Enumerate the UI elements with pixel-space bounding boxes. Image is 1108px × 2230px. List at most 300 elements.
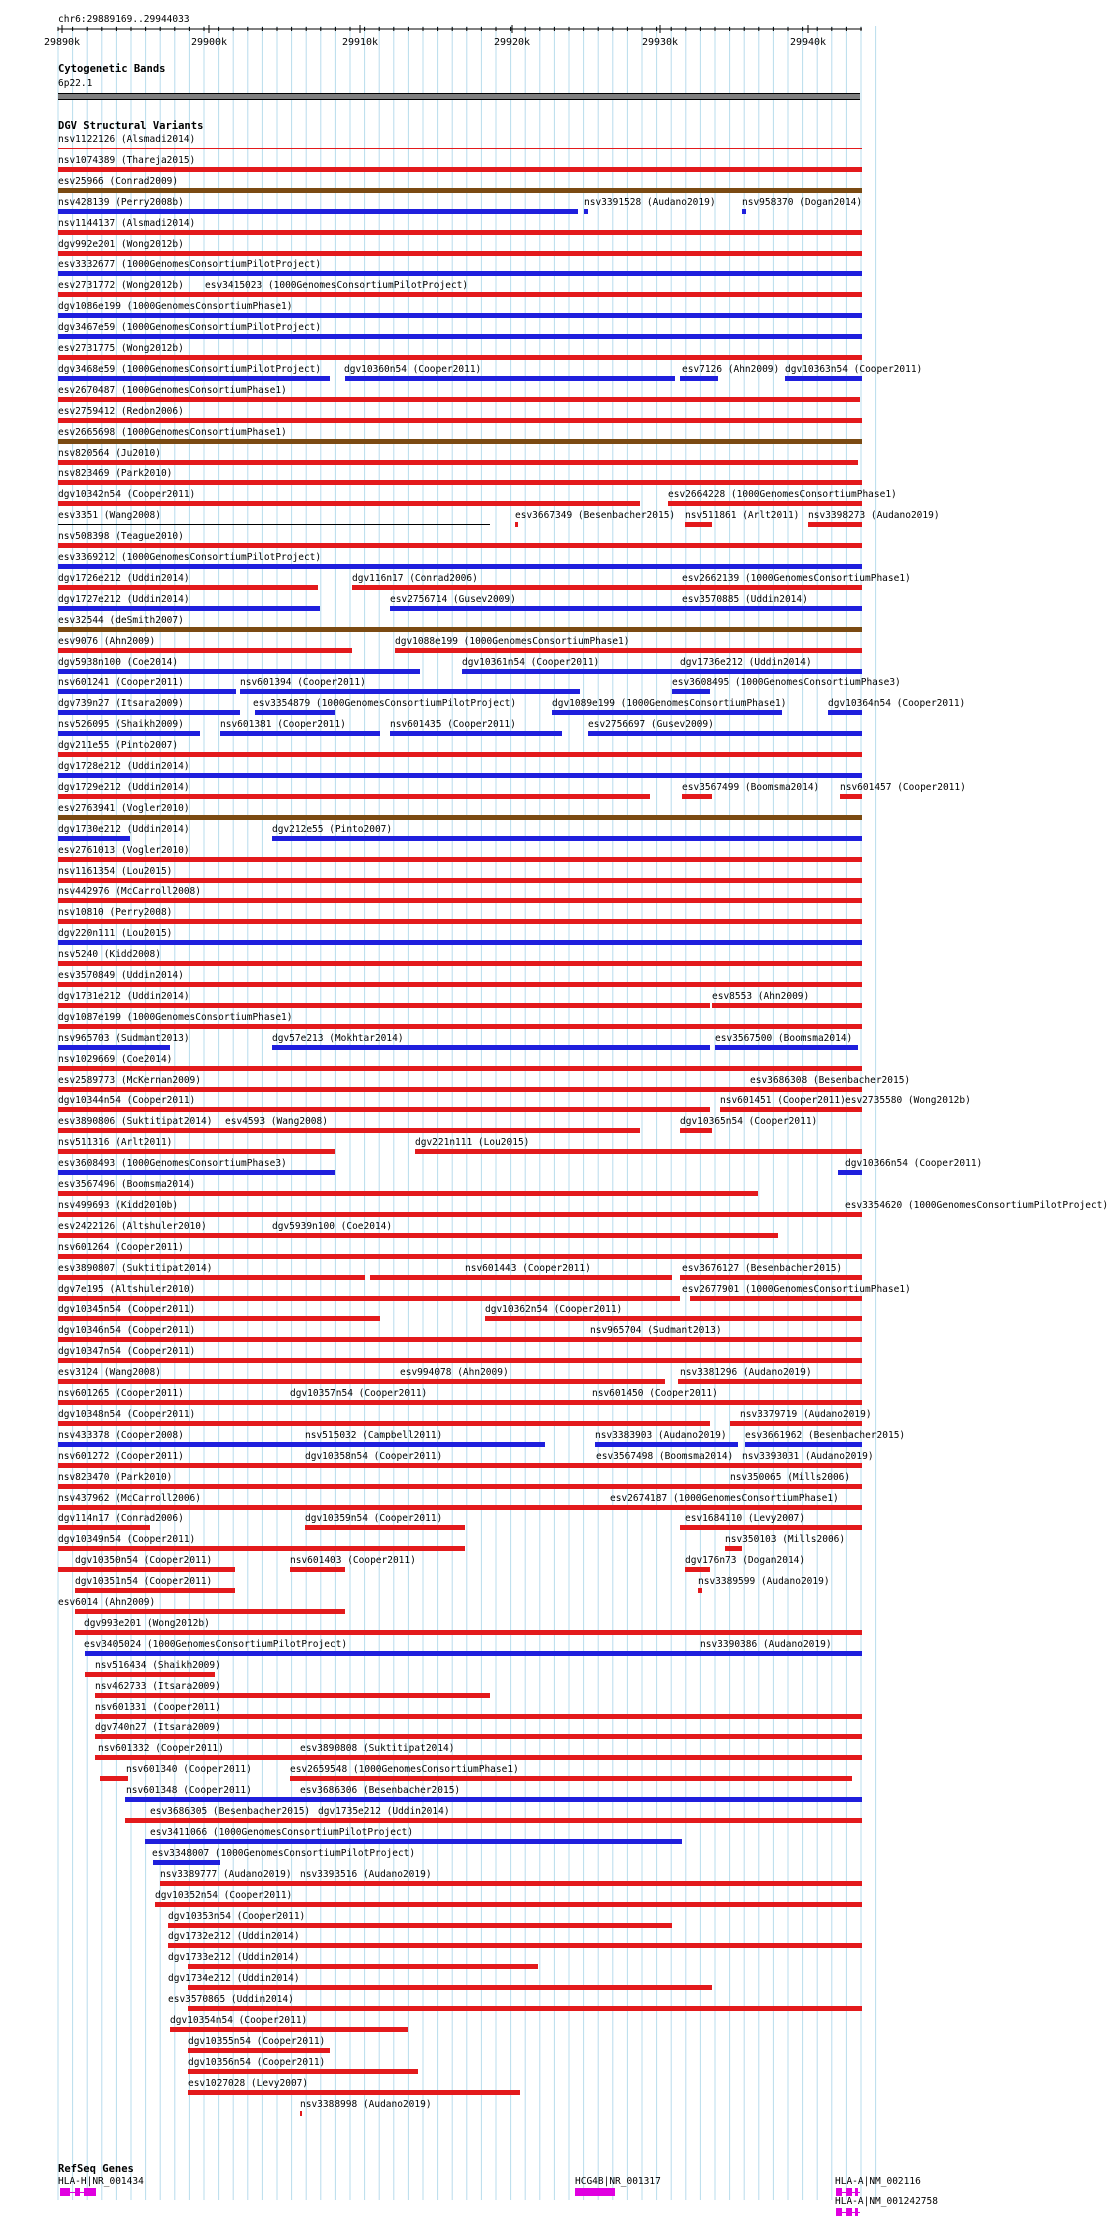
variant-label[interactable]: esv3567496 (Boomsma2014)	[58, 1179, 196, 1190]
gene-exon[interactable]	[855, 2188, 858, 2196]
variant-bar[interactable]	[58, 648, 352, 653]
variant-bar[interactable]	[58, 669, 420, 674]
variant-label[interactable]: dgv10342n54 (Cooper2011)	[58, 489, 196, 501]
variant-label[interactable]: nsv965704 (Sudmant2013)	[590, 1325, 722, 1337]
variant-label[interactable]: dgv739n27 (Itsara2009)	[58, 698, 184, 710]
variant-bar[interactable]	[305, 1442, 545, 1447]
variant-bar[interactable]	[58, 480, 862, 485]
variant-label[interactable]: nsv350065 (Mills2006)	[730, 1471, 851, 1483]
variant-bar[interactable]	[85, 1672, 215, 1677]
variant-bar[interactable]	[58, 1233, 778, 1238]
variant-bar[interactable]	[188, 2048, 330, 2053]
variant-label[interactable]: dgv10349n54 (Cooper2011)	[58, 1534, 196, 1546]
variant-label[interactable]: nsv1074389 (Thareja2015)	[58, 154, 196, 166]
variant-label[interactable]: dgv10362n54 (Cooper2011)	[485, 1304, 623, 1316]
variant-bar[interactable]	[225, 1128, 640, 1133]
variant-label[interactable]: esv3661962 (Besenbacher2015)	[745, 1429, 906, 1441]
gene-exon[interactable]	[84, 2188, 96, 2196]
variant-bar[interactable]	[58, 460, 858, 465]
cyto-band-label[interactable]: 6p22.1	[58, 78, 93, 89]
variant-bar[interactable]	[272, 1045, 710, 1050]
variant-bar[interactable]	[240, 689, 580, 694]
variant-label[interactable]: esv2761013 (Vogler2010)	[58, 844, 190, 856]
variant-bar[interactable]	[58, 1316, 380, 1321]
gene-exon[interactable]	[75, 2188, 80, 2196]
variant-label[interactable]: dgv10347n54 (Cooper2011)	[58, 1346, 196, 1358]
variant-label[interactable]: esv3570885 (Uddin2014)	[682, 593, 808, 605]
variant-label[interactable]: esv3686306 (Besenbacher2015)	[300, 1785, 461, 1797]
variant-bar[interactable]	[58, 1254, 862, 1259]
variant-label[interactable]: nsv515032 (Campbell2011)	[305, 1429, 443, 1441]
coordinate-ruler[interactable]	[0, 0, 890, 60]
variant-label[interactable]: esv2756714 (Gusev2009)	[390, 593, 516, 605]
variant-label[interactable]: esv3890808 (Suktitipat2014)	[300, 1743, 455, 1755]
variant-bar[interactable]	[58, 1107, 710, 1112]
variant-label[interactable]: nsv511316 (Arlt2011)	[58, 1137, 173, 1149]
variant-bar[interactable]	[58, 919, 862, 924]
variant-bar[interactable]	[485, 1316, 862, 1321]
variant-label[interactable]: dgv10365n54 (Cooper2011)	[680, 1116, 818, 1128]
variant-bar[interactable]	[272, 836, 862, 841]
variant-label[interactable]: nsv601265 (Cooper2011)	[58, 1388, 184, 1399]
variant-label[interactable]: nsv3398273 (Audano2019)	[808, 510, 940, 522]
variant-bar[interactable]	[58, 397, 860, 402]
variant-label[interactable]: dgv1733e212 (Uddin2014)	[168, 1952, 300, 1964]
variant-label[interactable]: nsv1161354 (Lou2015)	[58, 865, 173, 877]
variant-label[interactable]: nsv508398 (Teague2010)	[58, 531, 184, 543]
variant-bar[interactable]	[58, 418, 862, 423]
variant-label[interactable]: dgv992e201 (Wong2012b)	[58, 238, 184, 250]
variant-label[interactable]: esv2589773 (McKernan2009)	[58, 1074, 201, 1086]
variant-bar[interactable]	[712, 1003, 862, 1008]
variant-bar[interactable]	[58, 1045, 170, 1050]
variant-bar[interactable]	[58, 1379, 665, 1384]
variant-label[interactable]: esv3890807 (Suktitipat2014)	[58, 1262, 213, 1274]
gene-label[interactable]: HLA-A|NM_002116	[835, 2176, 921, 2187]
gene-exon[interactable]	[836, 2188, 842, 2196]
variant-label[interactable]: nsv601435 (Cooper2011)	[390, 719, 516, 731]
variant-label[interactable]: esv3354879 (1000GenomesConsortiumPilotProject)	[253, 698, 517, 710]
variant-label[interactable]: dgv176n73 (Dogan2014)	[685, 1555, 806, 1567]
variant-bar[interactable]	[58, 1567, 235, 1572]
gene-exon[interactable]	[846, 2188, 852, 2196]
variant-label[interactable]: esv4593 (Wang2008)	[225, 1116, 328, 1128]
variant-bar[interactable]	[700, 1651, 702, 1656]
variant-label[interactable]: nsv601241 (Cooper2011)	[58, 677, 184, 689]
variant-bar[interactable]	[95, 1734, 862, 1739]
variant-bar[interactable]	[682, 794, 712, 799]
variant-label[interactable]: esv25966 (Conrad2009)	[58, 175, 179, 187]
variant-label[interactable]: dgv1727e212 (Uddin2014)	[58, 593, 190, 605]
variant-label[interactable]: esv3570849 (Uddin2014)	[58, 970, 184, 981]
variant-bar[interactable]	[290, 1776, 852, 1781]
gene-label[interactable]: HCG4B|NR_001317	[575, 2176, 661, 2187]
variant-label[interactable]: dgv10360n54 (Cooper2011)	[344, 363, 482, 375]
variant-label[interactable]: esv2659548 (1000GenomesConsortiumPhase1)	[290, 1764, 519, 1776]
variant-label[interactable]: esv3667349 (Besenbacher2015)	[515, 510, 676, 522]
variant-label[interactable]: nsv437962 (McCarroll2006)	[58, 1492, 201, 1504]
variant-label[interactable]: nsv428139 (Perry2008b)	[58, 196, 184, 208]
variant-label[interactable]: dgv10354n54 (Cooper2011)	[170, 2015, 308, 2026]
gene-label[interactable]: HLA-A|NM_001242758	[835, 2196, 938, 2207]
variant-bar[interactable]	[840, 794, 862, 799]
variant-bar[interactable]	[58, 731, 200, 736]
variant-bar[interactable]	[168, 1943, 862, 1948]
gene-exon[interactable]	[836, 2208, 842, 2216]
variant-bar[interactable]	[345, 376, 675, 381]
variant-label[interactable]: dgv10346n54 (Cooper2011)	[58, 1325, 196, 1337]
variant-bar[interactable]	[58, 313, 862, 318]
gene-exon[interactable]	[60, 2188, 70, 2196]
variant-bar[interactable]	[58, 271, 862, 276]
variant-bar[interactable]	[168, 1923, 672, 1928]
variant-label[interactable]: dgv3467e59 (1000GenomesConsortiumPilotProject)	[58, 322, 322, 334]
variant-bar[interactable]	[153, 1860, 220, 1865]
variant-bar[interactable]	[85, 1651, 862, 1656]
variant-label[interactable]: nsv1144137 (Alsmadi2014)	[58, 217, 196, 229]
variant-label[interactable]: nsv823469 (Park2010)	[58, 468, 173, 480]
variant-bar[interactable]	[58, 898, 862, 903]
variant-label[interactable]: esv3348007 (1000GenomesConsortiumPilotProject)	[152, 1847, 416, 1859]
variant-label[interactable]: esv3332677 (1000GenomesConsortiumPilotProject)	[58, 259, 322, 271]
variant-bar[interactable]	[300, 1797, 862, 1802]
variant-bar[interactable]	[552, 710, 782, 715]
variant-label[interactable]: nsv601331 (Cooper2011)	[95, 1701, 221, 1713]
variant-bar[interactable]	[58, 1505, 620, 1510]
variant-bar[interactable]	[188, 1985, 712, 1990]
variant-label[interactable]: nsv601340 (Cooper2011)	[126, 1764, 252, 1776]
variant-bar[interactable]	[584, 209, 588, 214]
variant-label[interactable]: esv3567499 (Boomsma2014)	[682, 781, 820, 793]
variant-label[interactable]: nsv3379719 (Audano2019)	[740, 1408, 872, 1420]
variant-label[interactable]: nsv1029669 (Coe2014)	[58, 1053, 173, 1065]
variant-bar[interactable]	[680, 1128, 712, 1133]
variant-bar[interactable]	[188, 1964, 538, 1969]
variant-bar[interactable]	[680, 376, 718, 381]
variant-label[interactable]: nsv820564 (Ju2010)	[58, 447, 161, 459]
variant-bar[interactable]	[58, 1024, 862, 1029]
variant-label[interactable]: esv2731775 (Wong2012b)	[58, 343, 184, 354]
variant-bar[interactable]	[58, 627, 862, 632]
variant-bar[interactable]	[155, 1902, 862, 1907]
variant-label[interactable]: esv3124 (Wang2008)	[58, 1367, 161, 1379]
variant-bar[interactable]	[58, 1442, 305, 1447]
variant-label[interactable]: esv3608495 (1000GenomesConsortiumPhase3)	[672, 677, 901, 689]
variant-label[interactable]: esv3686305 (Besenbacher2015)	[150, 1806, 311, 1817]
variant-bar[interactable]	[58, 188, 862, 193]
variant-bar[interactable]	[58, 543, 862, 548]
variant-bar[interactable]	[590, 1400, 862, 1405]
variant-bar[interactable]	[58, 376, 330, 381]
variant-bar[interactable]	[58, 230, 862, 235]
variant-label[interactable]: nsv3388998 (Audano2019)	[300, 2098, 432, 2110]
variant-bar[interactable]	[58, 1087, 765, 1092]
variant-label[interactable]: nsv350103 (Mills2006)	[725, 1534, 846, 1546]
variant-label[interactable]: esv1027028 (Levy2007)	[188, 2077, 309, 2089]
variant-label[interactable]: esv2674187 (1000GenomesConsortiumPhase1)	[610, 1492, 839, 1504]
variant-bar[interactable]	[680, 1525, 862, 1530]
variant-bar[interactable]	[725, 1546, 742, 1551]
variant-label[interactable]: dgv211e55 (Pinto2007)	[58, 740, 179, 752]
variant-label[interactable]: nsv3393031 (Audano2019)	[742, 1450, 874, 1462]
variant-label[interactable]: nsv601381 (Cooper2011)	[220, 719, 346, 731]
variant-label[interactable]: nsv3389599 (Audano2019)	[698, 1576, 830, 1588]
variant-label[interactable]: nsv3389777 (Audano2019)	[160, 1868, 292, 1880]
variant-label[interactable]: dgv220n111 (Lou2015)	[58, 928, 173, 940]
variant-label[interactable]: nsv1122126 (Alsmadi2014)	[58, 134, 196, 145]
variant-label[interactable]: dgv10344n54 (Cooper2011)	[58, 1095, 196, 1107]
variant-label[interactable]: dgv1088e199 (1000GenomesConsortiumPhase1)	[395, 635, 630, 647]
variant-bar[interactable]	[390, 606, 862, 611]
variant-label[interactable]: esv2759412 (Redon2006)	[58, 405, 184, 417]
variant-label[interactable]: dgv1089e199 (1000GenomesConsortiumPhase1)	[552, 698, 787, 710]
variant-bar[interactable]	[672, 689, 710, 694]
variant-bar[interactable]	[58, 961, 862, 966]
variant-bar[interactable]	[58, 1066, 862, 1071]
variant-label[interactable]: nsv601264 (Cooper2011)	[58, 1241, 184, 1253]
variant-label[interactable]: nsv823470 (Park2010)	[58, 1471, 173, 1483]
variant-bar[interactable]	[462, 669, 680, 674]
variant-label[interactable]: dgv1731e212 (Uddin2014)	[58, 990, 190, 1002]
variant-label[interactable]: esv3567498 (Boomsma2014)	[596, 1450, 734, 1462]
variant-bar[interactable]	[320, 1818, 685, 1823]
variant-bar[interactable]	[58, 251, 862, 256]
variant-label[interactable]: esv2756697 (Gusev2009)	[588, 719, 714, 731]
variant-label[interactable]: nsv442976 (McCarroll2008)	[58, 886, 201, 898]
variant-bar[interactable]	[58, 794, 650, 799]
variant-bar[interactable]	[685, 522, 712, 527]
variant-bar[interactable]	[58, 1525, 150, 1530]
variant-label[interactable]: dgv10361n54 (Cooper2011)	[462, 656, 600, 668]
variant-label[interactable]: dgv10359n54 (Cooper2011)	[305, 1513, 443, 1525]
variant-label[interactable]: nsv965703 (Sudmant2013)	[58, 1032, 190, 1044]
variant-bar[interactable]	[200, 292, 862, 297]
variant-label[interactable]: esv2677901 (1000GenomesConsortiumPhase1)	[682, 1283, 911, 1295]
variant-bar[interactable]	[305, 1463, 555, 1468]
variant-label[interactable]: nsv3383903 (Audano2019)	[595, 1429, 727, 1441]
variant-bar[interactable]	[58, 439, 862, 444]
variant-bar[interactable]	[58, 878, 862, 883]
variant-bar[interactable]	[595, 1442, 738, 1447]
variant-bar[interactable]	[95, 1693, 490, 1698]
variant-bar[interactable]	[58, 524, 490, 525]
variant-bar[interactable]	[58, 355, 862, 360]
variant-bar[interactable]	[188, 2090, 520, 2095]
variant-label[interactable]: dgv1730e212 (Uddin2014)	[58, 823, 190, 835]
gene-label[interactable]: HLA-H|NR_001434	[58, 2176, 144, 2187]
variant-bar[interactable]	[742, 1463, 862, 1468]
variant-label[interactable]: dgv740n27 (Itsara2009)	[95, 1722, 221, 1734]
variant-label[interactable]: esv6014 (Ahn2009)	[58, 1597, 156, 1608]
variant-bar[interactable]	[668, 501, 862, 506]
variant-bar[interactable]	[290, 1400, 565, 1405]
variant-label[interactable]: nsv511861 (Arlt2011)	[685, 510, 800, 522]
variant-bar[interactable]	[680, 669, 862, 674]
variant-bar[interactable]	[58, 1546, 465, 1551]
variant-label[interactable]: dgv7e195 (Altshuler2010)	[58, 1283, 196, 1295]
variant-bar[interactable]	[685, 1567, 710, 1572]
variant-label[interactable]: dgv10355n54 (Cooper2011)	[188, 2035, 326, 2047]
variant-bar[interactable]	[750, 1087, 862, 1092]
variant-label[interactable]: esv3686308 (Besenbacher2015)	[750, 1074, 911, 1086]
variant-label[interactable]: nsv601443 (Cooper2011)	[465, 1262, 591, 1274]
variant-label[interactable]: esv3567500 (Boomsma2014)	[715, 1032, 853, 1044]
variant-label[interactable]: dgv10352n54 (Cooper2011)	[155, 1889, 293, 1901]
variant-bar[interactable]	[58, 752, 862, 757]
variant-bar[interactable]	[612, 1505, 862, 1510]
variant-label[interactable]: esv7126 (Ahn2009)	[682, 363, 780, 375]
variant-label[interactable]: dgv116n17 (Conrad2006)	[352, 572, 478, 584]
variant-bar[interactable]	[58, 689, 236, 694]
variant-label[interactable]: esv1684110 (Levy2007)	[685, 1513, 806, 1525]
variant-bar[interactable]	[58, 773, 862, 778]
variant-label[interactable]: dgv5939n100 (Coe2014)	[272, 1220, 393, 1232]
variant-label[interactable]: dgv1086e199 (1000GenomesConsortiumPhase1)	[58, 301, 293, 313]
variant-bar[interactable]	[160, 1881, 862, 1886]
gene-exon[interactable]	[846, 2208, 852, 2216]
variant-bar[interactable]	[58, 940, 862, 945]
variant-label[interactable]: esv32544 (deSmith2007)	[58, 614, 184, 626]
variant-label[interactable]: nsv499693 (Kidd2010b)	[58, 1199, 179, 1211]
variant-bar[interactable]	[58, 1003, 710, 1008]
variant-label[interactable]: dgv5938n100 (Coe2014)	[58, 656, 179, 668]
variant-label[interactable]: dgv993e201 (Wong2012b)	[84, 1617, 210, 1629]
variant-label[interactable]: dgv10364n54 (Cooper2011)	[828, 698, 966, 710]
variant-bar[interactable]	[58, 857, 862, 862]
variant-bar[interactable]	[845, 1212, 862, 1217]
variant-label[interactable]: dgv1735e212 (Uddin2014)	[318, 1806, 450, 1817]
variant-bar[interactable]	[58, 209, 578, 214]
variant-bar[interactable]	[58, 1421, 710, 1426]
variant-bar[interactable]	[300, 1755, 510, 1760]
variant-bar[interactable]	[58, 1170, 335, 1175]
variant-label[interactable]: esv2735580 (Wong2012b)	[845, 1095, 971, 1107]
variant-bar[interactable]	[188, 2006, 862, 2011]
variant-label[interactable]: dgv212e55 (Pinto2007)	[272, 823, 393, 835]
variant-label[interactable]: esv2670487 (1000GenomesConsortiumPhase1)	[58, 384, 287, 396]
variant-label[interactable]: esv2763941 (Vogler2010)	[58, 802, 190, 814]
variant-bar[interactable]	[170, 2027, 408, 2032]
variant-label[interactable]: nsv3393516 (Audano2019)	[300, 1868, 432, 1880]
variant-label[interactable]: dgv57e213 (Mokhtar2014)	[272, 1032, 404, 1044]
variant-bar[interactable]	[272, 1233, 400, 1238]
variant-bar[interactable]	[188, 2069, 418, 2074]
variant-bar[interactable]	[58, 167, 862, 172]
variant-bar[interactable]	[58, 815, 862, 820]
variant-bar[interactable]	[698, 1588, 702, 1593]
variant-bar[interactable]	[785, 376, 862, 381]
variant-label[interactable]: esv3415023 (1000GenomesConsortiumPilotProject)	[205, 280, 469, 292]
variant-label[interactable]: nsv601451 (Cooper2011)	[720, 1095, 846, 1107]
variant-bar[interactable]	[690, 1296, 862, 1301]
variant-label[interactable]: esv3354620 (1000GenomesConsortiumPilotProject)	[845, 1199, 1108, 1211]
variant-bar[interactable]	[515, 522, 518, 527]
variant-label[interactable]: nsv958370 (Dogan2014)	[742, 196, 863, 208]
variant-label[interactable]: nsv601457 (Cooper2011)	[840, 781, 966, 793]
variant-bar[interactable]	[730, 1421, 862, 1426]
variant-bar[interactable]	[58, 836, 130, 841]
variant-bar[interactable]	[255, 710, 335, 715]
variant-label[interactable]: esv3570865 (Uddin2014)	[168, 1994, 294, 2006]
variant-bar[interactable]	[742, 209, 746, 214]
variant-bar[interactable]	[58, 292, 200, 297]
variant-bar[interactable]	[808, 522, 862, 527]
variant-label[interactable]: nsv601403 (Cooper2011)	[290, 1555, 416, 1567]
variant-label[interactable]: nsv3390386 (Audano2019)	[700, 1638, 832, 1650]
variant-bar[interactable]	[145, 1839, 682, 1844]
variant-bar[interactable]	[588, 731, 862, 736]
variant-bar[interactable]	[58, 1358, 862, 1363]
variant-bar[interactable]	[58, 1275, 365, 1280]
variant-bar[interactable]	[58, 1191, 758, 1196]
variant-bar[interactable]	[838, 1170, 862, 1175]
cyto-band[interactable]	[58, 93, 860, 100]
variant-label[interactable]: dgv10348n54 (Cooper2011)	[58, 1408, 196, 1420]
variant-label[interactable]: esv9076 (Ahn2009)	[58, 635, 156, 647]
variant-bar[interactable]	[620, 1463, 740, 1468]
variant-label[interactable]: esv3369212 (1000GenomesConsortiumPilotProject)	[58, 552, 322, 563]
variant-label[interactable]: esv8553 (Ahn2009)	[712, 990, 810, 1002]
variant-bar[interactable]	[58, 334, 862, 339]
variant-label[interactable]: dgv1729e212 (Uddin2014)	[58, 781, 190, 793]
variant-label[interactable]: esv2422126 (Altshuler2010)	[58, 1220, 207, 1232]
variant-label[interactable]: esv2665698 (1000GenomesConsortiumPhase1)	[58, 426, 287, 438]
variant-label[interactable]: dgv10356n54 (Cooper2011)	[188, 2056, 326, 2068]
variant-bar[interactable]	[745, 1442, 862, 1447]
variant-bar[interactable]	[75, 1588, 235, 1593]
variant-bar[interactable]	[848, 1107, 862, 1112]
variant-bar[interactable]	[58, 585, 318, 590]
variant-bar[interactable]	[680, 1275, 862, 1280]
variant-label[interactable]: dgv10345n54 (Cooper2011)	[58, 1304, 196, 1316]
variant-label[interactable]: nsv433378 (Cooper2008)	[58, 1429, 184, 1441]
gene-exon[interactable]	[855, 2208, 858, 2216]
variant-label[interactable]: nsv3381296 (Audano2019)	[680, 1367, 812, 1379]
variant-label[interactable]: dgv114n17 (Conrad2006)	[58, 1513, 184, 1525]
variant-label[interactable]: esv2662139 (1000GenomesConsortiumPhase1)	[682, 572, 911, 584]
variant-bar[interactable]	[58, 1212, 860, 1217]
variant-bar[interactable]	[75, 1609, 345, 1614]
variant-bar[interactable]	[290, 1567, 345, 1572]
variant-label[interactable]: dgv221n111 (Lou2015)	[415, 1137, 530, 1149]
variant-bar[interactable]	[728, 1484, 742, 1489]
variant-label[interactable]: esv994078 (Ahn2009)	[400, 1367, 509, 1379]
variant-label[interactable]: esv3351 (Wang2008)	[58, 510, 161, 522]
variant-label[interactable]: dgv10353n54 (Cooper2011)	[168, 1910, 306, 1922]
variant-bar[interactable]	[58, 1296, 680, 1301]
variant-bar[interactable]	[390, 731, 562, 736]
variant-bar[interactable]	[58, 564, 862, 569]
variant-bar[interactable]	[58, 148, 862, 149]
variant-bar[interactable]	[828, 710, 862, 715]
variant-label[interactable]: esv3676127 (Besenbacher2015)	[682, 1262, 843, 1274]
variant-label[interactable]: esv3411066 (1000GenomesConsortiumPilotProject)	[150, 1826, 414, 1838]
variant-label[interactable]: dgv10350n54 (Cooper2011)	[75, 1555, 213, 1567]
variant-label[interactable]: nsv462733 (Itsara2009)	[95, 1680, 221, 1692]
variant-label[interactable]: nsv601272 (Cooper2011)	[58, 1450, 184, 1462]
variant-label[interactable]: nsv601348 (Cooper2011)	[126, 1785, 252, 1797]
variant-bar[interactable]	[305, 1525, 465, 1530]
gene-exon[interactable]	[575, 2188, 615, 2196]
variant-bar[interactable]	[300, 1881, 302, 1886]
variant-bar[interactable]	[100, 1776, 128, 1781]
variant-bar[interactable]	[75, 1630, 862, 1635]
variant-bar[interactable]	[58, 982, 862, 987]
variant-label[interactable]: nsv601332 (Cooper2011)	[98, 1743, 224, 1755]
variant-label[interactable]: dgv1732e212 (Uddin2014)	[168, 1931, 300, 1943]
variant-label[interactable]: dgv10357n54 (Cooper2011)	[290, 1388, 428, 1399]
variant-label[interactable]: esv3405024 (1000GenomesConsortiumPilotProject)	[84, 1638, 348, 1650]
